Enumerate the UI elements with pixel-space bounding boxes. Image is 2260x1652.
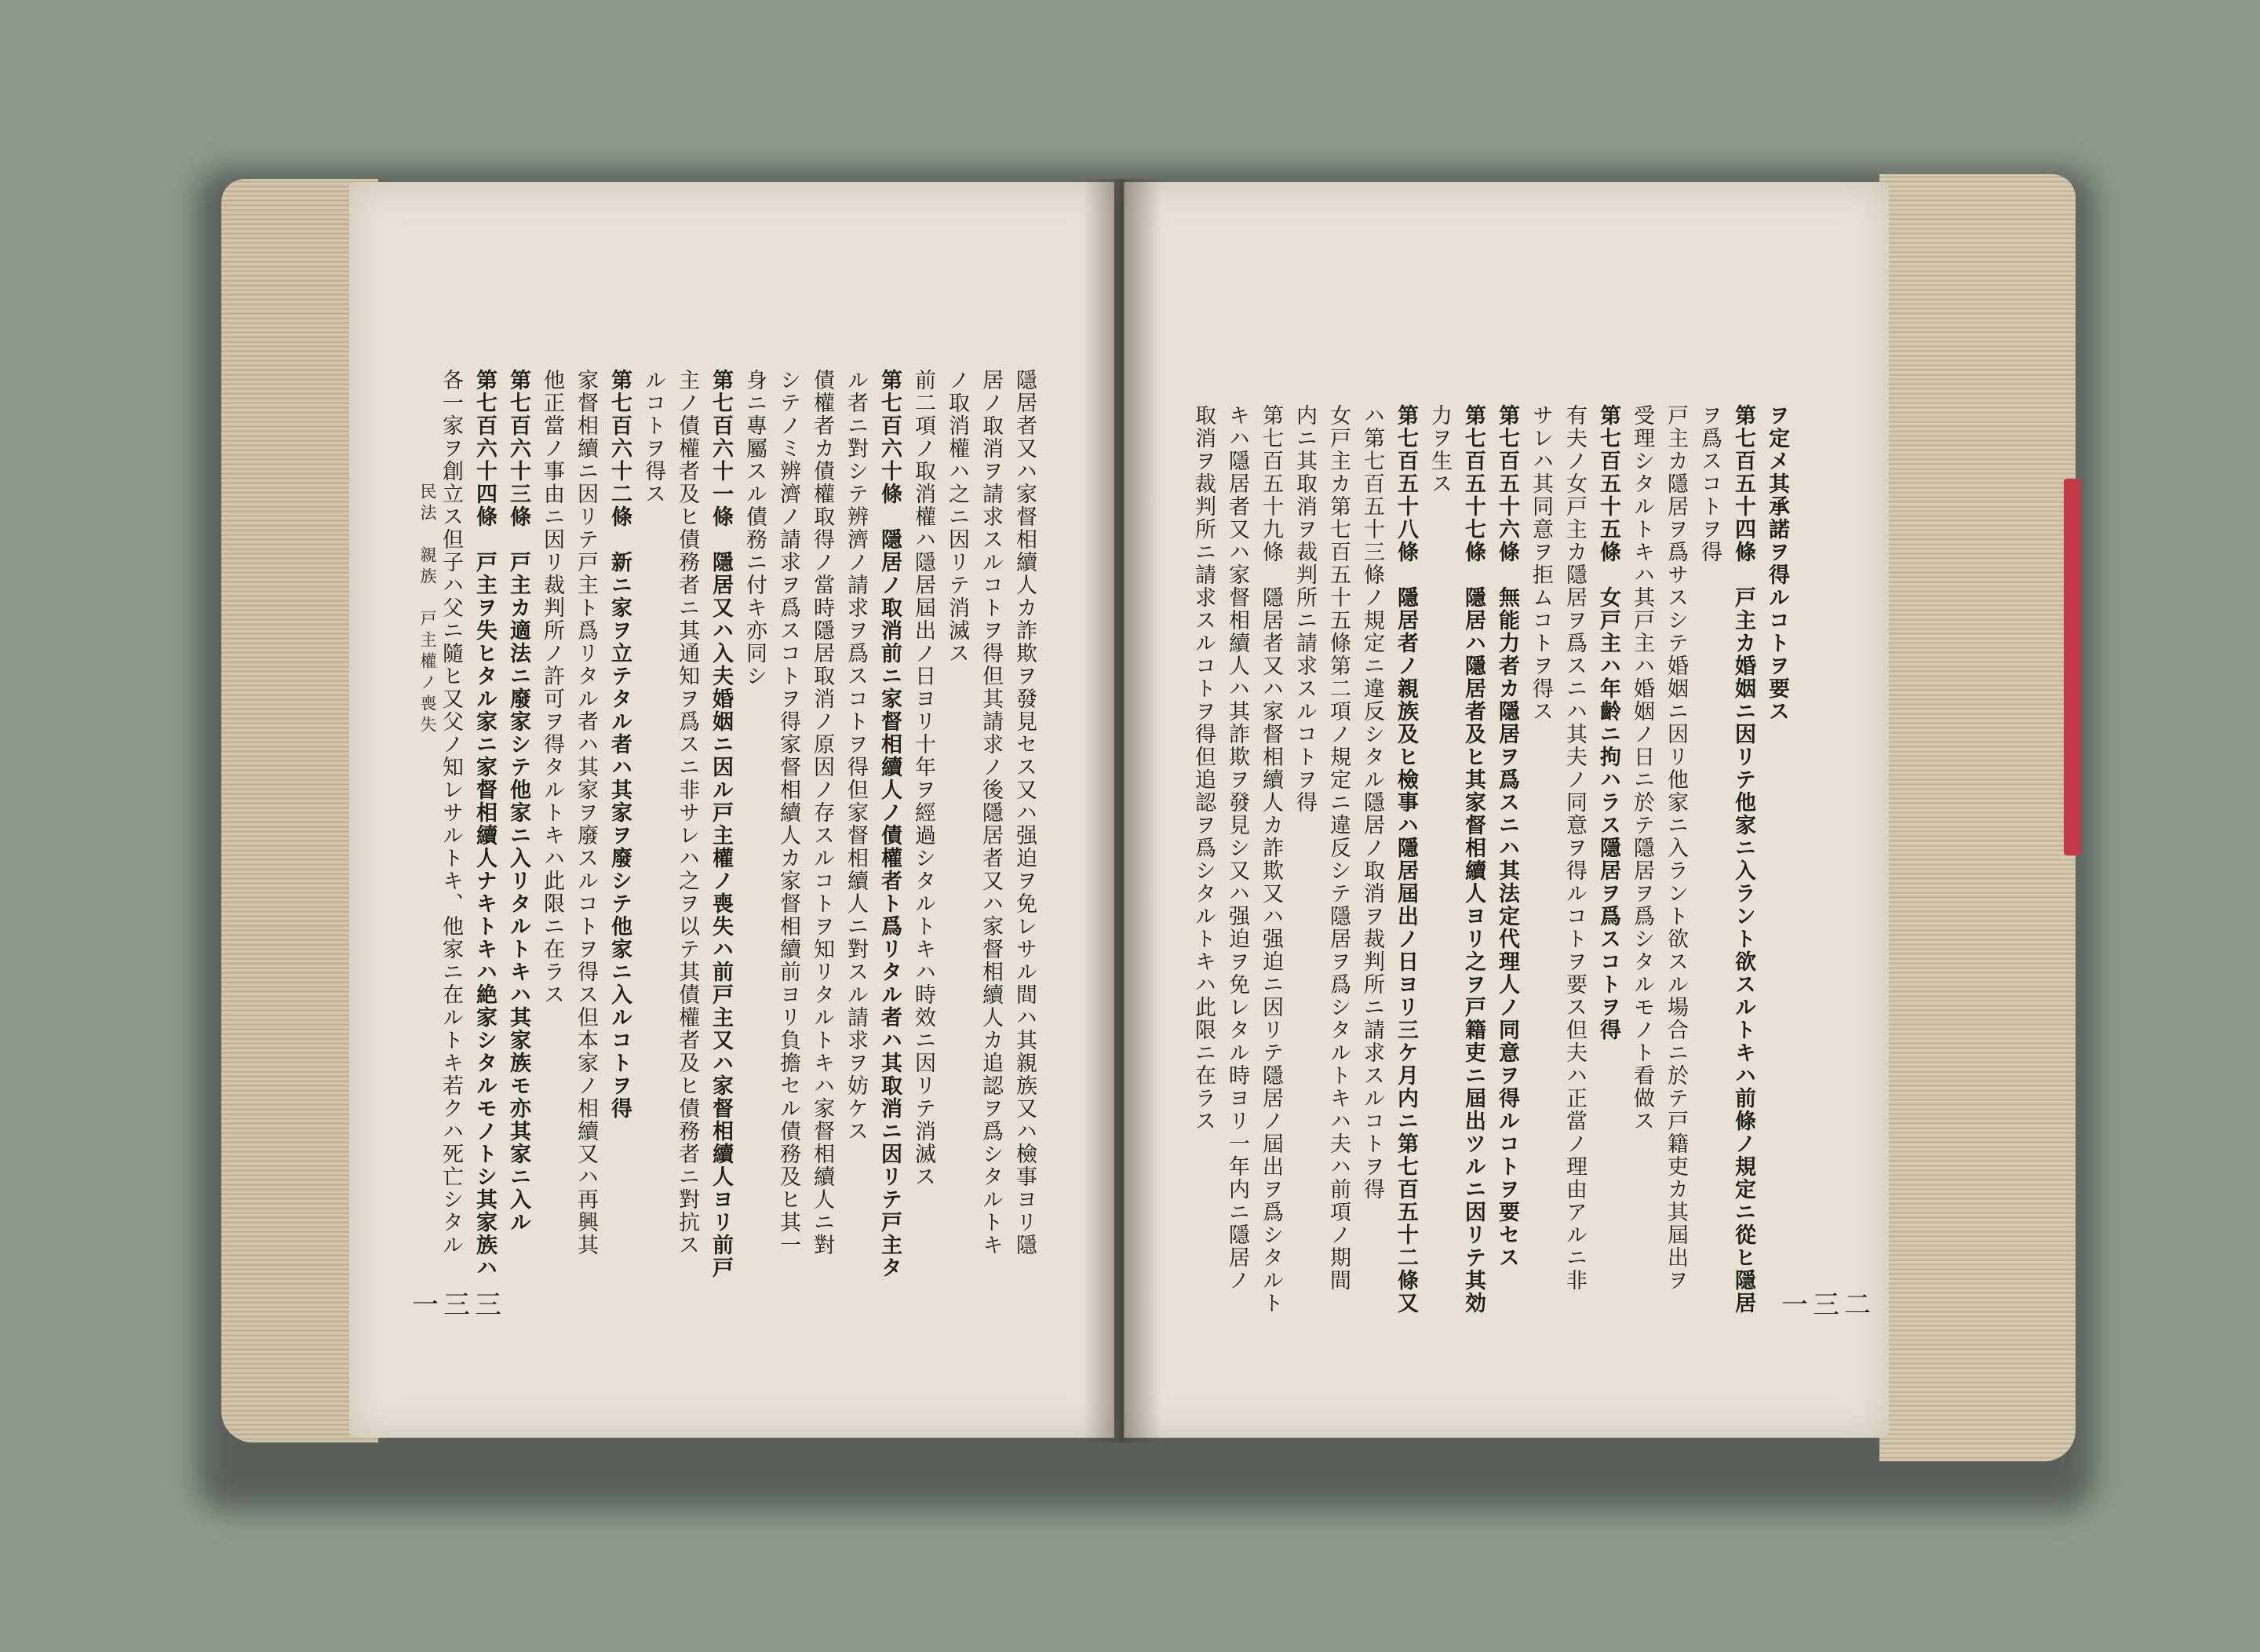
right-col-1: ヲ定メ其承諾ヲ得ルコトヲ要ス [1765, 404, 1789, 723]
left-col-13: 第七百六十二條 新ニ家ヲ立テタル者ハ其家ヲ廢シテ他家ニ入ルコトヲ得 [607, 369, 632, 1120]
right-col-12: 第七百五十八條 隱居者ノ親族及ヒ檢事ハ隱居屆出ノ日ヨリ三ケ月内ニ第七百五十二條又 [1394, 404, 1418, 1315]
right-col-2: 第七百五十四條 戸主カ婚姻ニ因リテ他家ニ入ラント欲スルトキハ前條ノ規定ニ從ヒ隱居 [1731, 404, 1755, 1315]
right-col-7: 有夫ノ女戸主カ隱居ヲ爲スニハ其夫ノ同意ヲ得ルコトヲ要ス但夫ハ正當ノ理由アルニ非 [1562, 404, 1587, 1292]
left-col-4: 前二項ノ取消權ハ隱居屆出ノ日ヨリ十年ヲ經過シタルトキハ時效ニ因リテ消滅ス [911, 369, 935, 1188]
left-col-9: 身ニ專屬スル債務ニ付キ亦同シ [742, 369, 767, 687]
left-col-17: 第七百六十四條 戸主ヲ失ヒタル家ニ家督相續人ナキトキハ絶家シタルモノトシ其家族ハ [472, 369, 497, 1279]
right-col-14: 女戸主カ第七百五十五條第二項ノ規定ニ違反シテ隱居ヲ爲シタルトキハ夫ハ前項ノ期間 [1326, 404, 1351, 1292]
right-col-15: 内ニ其取消ヲ裁判所ニ請求スルコトヲ得 [1292, 404, 1317, 814]
left-col-14: 家督相續ニ因リテ戸主ト爲リタル者ハ其家ヲ廢スルコトヲ得ス但本家ノ相續又ハ再興其 [574, 369, 598, 1256]
right-col-13: ハ第七百五十三條ノ規定ニ違反シタル隱居ノ取消ヲ裁判所ニ請求スルコトヲ得 [1360, 404, 1384, 1201]
left-col-7: 債權者カ債權取得ノ當時隱居取消ノ原因ノ存スルコトヲ知リタルトキハ家督相續人ニ對 [810, 369, 834, 1256]
left-col-2: 居ノ取消ヲ請求スルコトヲ得但其請求ノ後隱居者又ハ家督相續人カ追認ヲ爲シタルトキ [979, 369, 1003, 1256]
left-col-5: 第七百六十條 隱居ノ取消前ニ家督相續人ノ債權者ト爲リタル者ハ其取消ニ因リテ戸主タ [877, 369, 902, 1279]
left-col-12: ルコトヲ得ス [641, 369, 665, 505]
left-col-18: 各一家ヲ創立ス但子ハ父ニ隨ヒ又父ノ知レサルトキ、他家ニ在ルトキ若クハ死亡シタル [439, 369, 463, 1256]
red-page-marker [2064, 479, 2081, 855]
right-page-edges [1879, 174, 2076, 1461]
right-col-3: ヲ爲スコトヲ得 [1697, 404, 1722, 563]
book-gutter [1083, 179, 1161, 1442]
right-col-18: 取消ヲ裁判所ニ請求スルコトヲ得但追認ヲ爲シタルトキハ此限ニ在ラス [1191, 404, 1216, 1132]
left-col-11: 主ノ債權者及ヒ債務者ニ其通知ヲ爲スニ非サレハ之ヲ以テ其債權者及ヒ債務者ニ對抗ス [675, 369, 699, 1256]
left-col-3: ノ取消權ハ之ニ因リテ消滅ス [945, 369, 969, 665]
left-col-16: 第七百六十三條 戸主カ適法ニ廢家シテ他家ニ入リタルトキハ其家族モ亦其家ニ入ル [506, 369, 530, 1234]
left-page-number: 一三三 [412, 1289, 506, 1321]
right-col-5: 受理シタルトキハ其戸主ハ婚姻ノ日ニ於テ隱居ヲ爲シタルモノト看做ス [1630, 404, 1654, 1132]
right-col-17: キハ隱居者又ハ家督相續人ハ其詐欺ヲ發見シ又ハ强迫ヲ免レタル時ヨリ一年内ニ隱居ノ [1225, 404, 1249, 1292]
right-col-10: 第七百五十七條 隱居ハ隱居者及ヒ其家督相續人ヨリ之ヲ戸籍吏ニ屆出ツルニ因リテ其効 [1461, 404, 1485, 1315]
left-col-10: 第七百六十一條 隱居又ハ入夫婚姻ニ因ル戸主權ノ喪失ハ前戸主又ハ家督相續人ヨリ前戸 [709, 369, 733, 1279]
left-running-header: 民法 親族 戸主權ノ喪失 [418, 483, 437, 737]
right-page-number: 一三二 [1781, 1289, 1875, 1321]
left-col-6: ル者ニ對シテ辨濟ノ請求ヲ爲スコトヲ得但家督相續人ニ對スル請求ヲ妨ケス [844, 369, 868, 1143]
right-col-11: 力ヲ生ス [1427, 404, 1452, 495]
left-col-1: 隱居者又ハ家督相續人カ詐欺ヲ發見セス又ハ强迫ヲ免レサル間ハ其親族又ハ檢事ヨリ隱 [1012, 369, 1037, 1256]
right-col-6: 第七百五十五條 女戸主ハ年齡ニ拘ハラス隱居ヲ爲スコトヲ得 [1596, 404, 1620, 1041]
right-col-4: 戸主カ隱居ヲ爲サスシテ婚姻ニ因リ他家ニ入ラント欲スル場合ニ於テ戸籍吏カ其屆出ヲ [1664, 404, 1688, 1292]
right-col-8: サレハ其同意ヲ拒ムコトヲ得ス [1529, 404, 1553, 723]
left-col-15: 他正當ノ事由ニ因リ裁判所ノ許可ヲ得タルトキハ此限ニ在ラス [540, 369, 564, 1006]
left-col-8: シテノミ辨濟ノ請求ヲ爲スコトヲ得家督相續人カ家督相續前ヨリ負擔セル債務及ヒ其一 [776, 369, 800, 1256]
right-col-16: 第七百五十九條 隱居者又ハ家督相續人カ詐欺又ハ强迫ニ因リテ隱居ノ屆出ヲ爲シタルト [1259, 404, 1283, 1315]
right-col-9: 第七百五十六條 無能力者カ隱居ヲ爲スニハ其法定代理人ノ同意ヲ得ルコトヲ要セス [1495, 404, 1519, 1269]
